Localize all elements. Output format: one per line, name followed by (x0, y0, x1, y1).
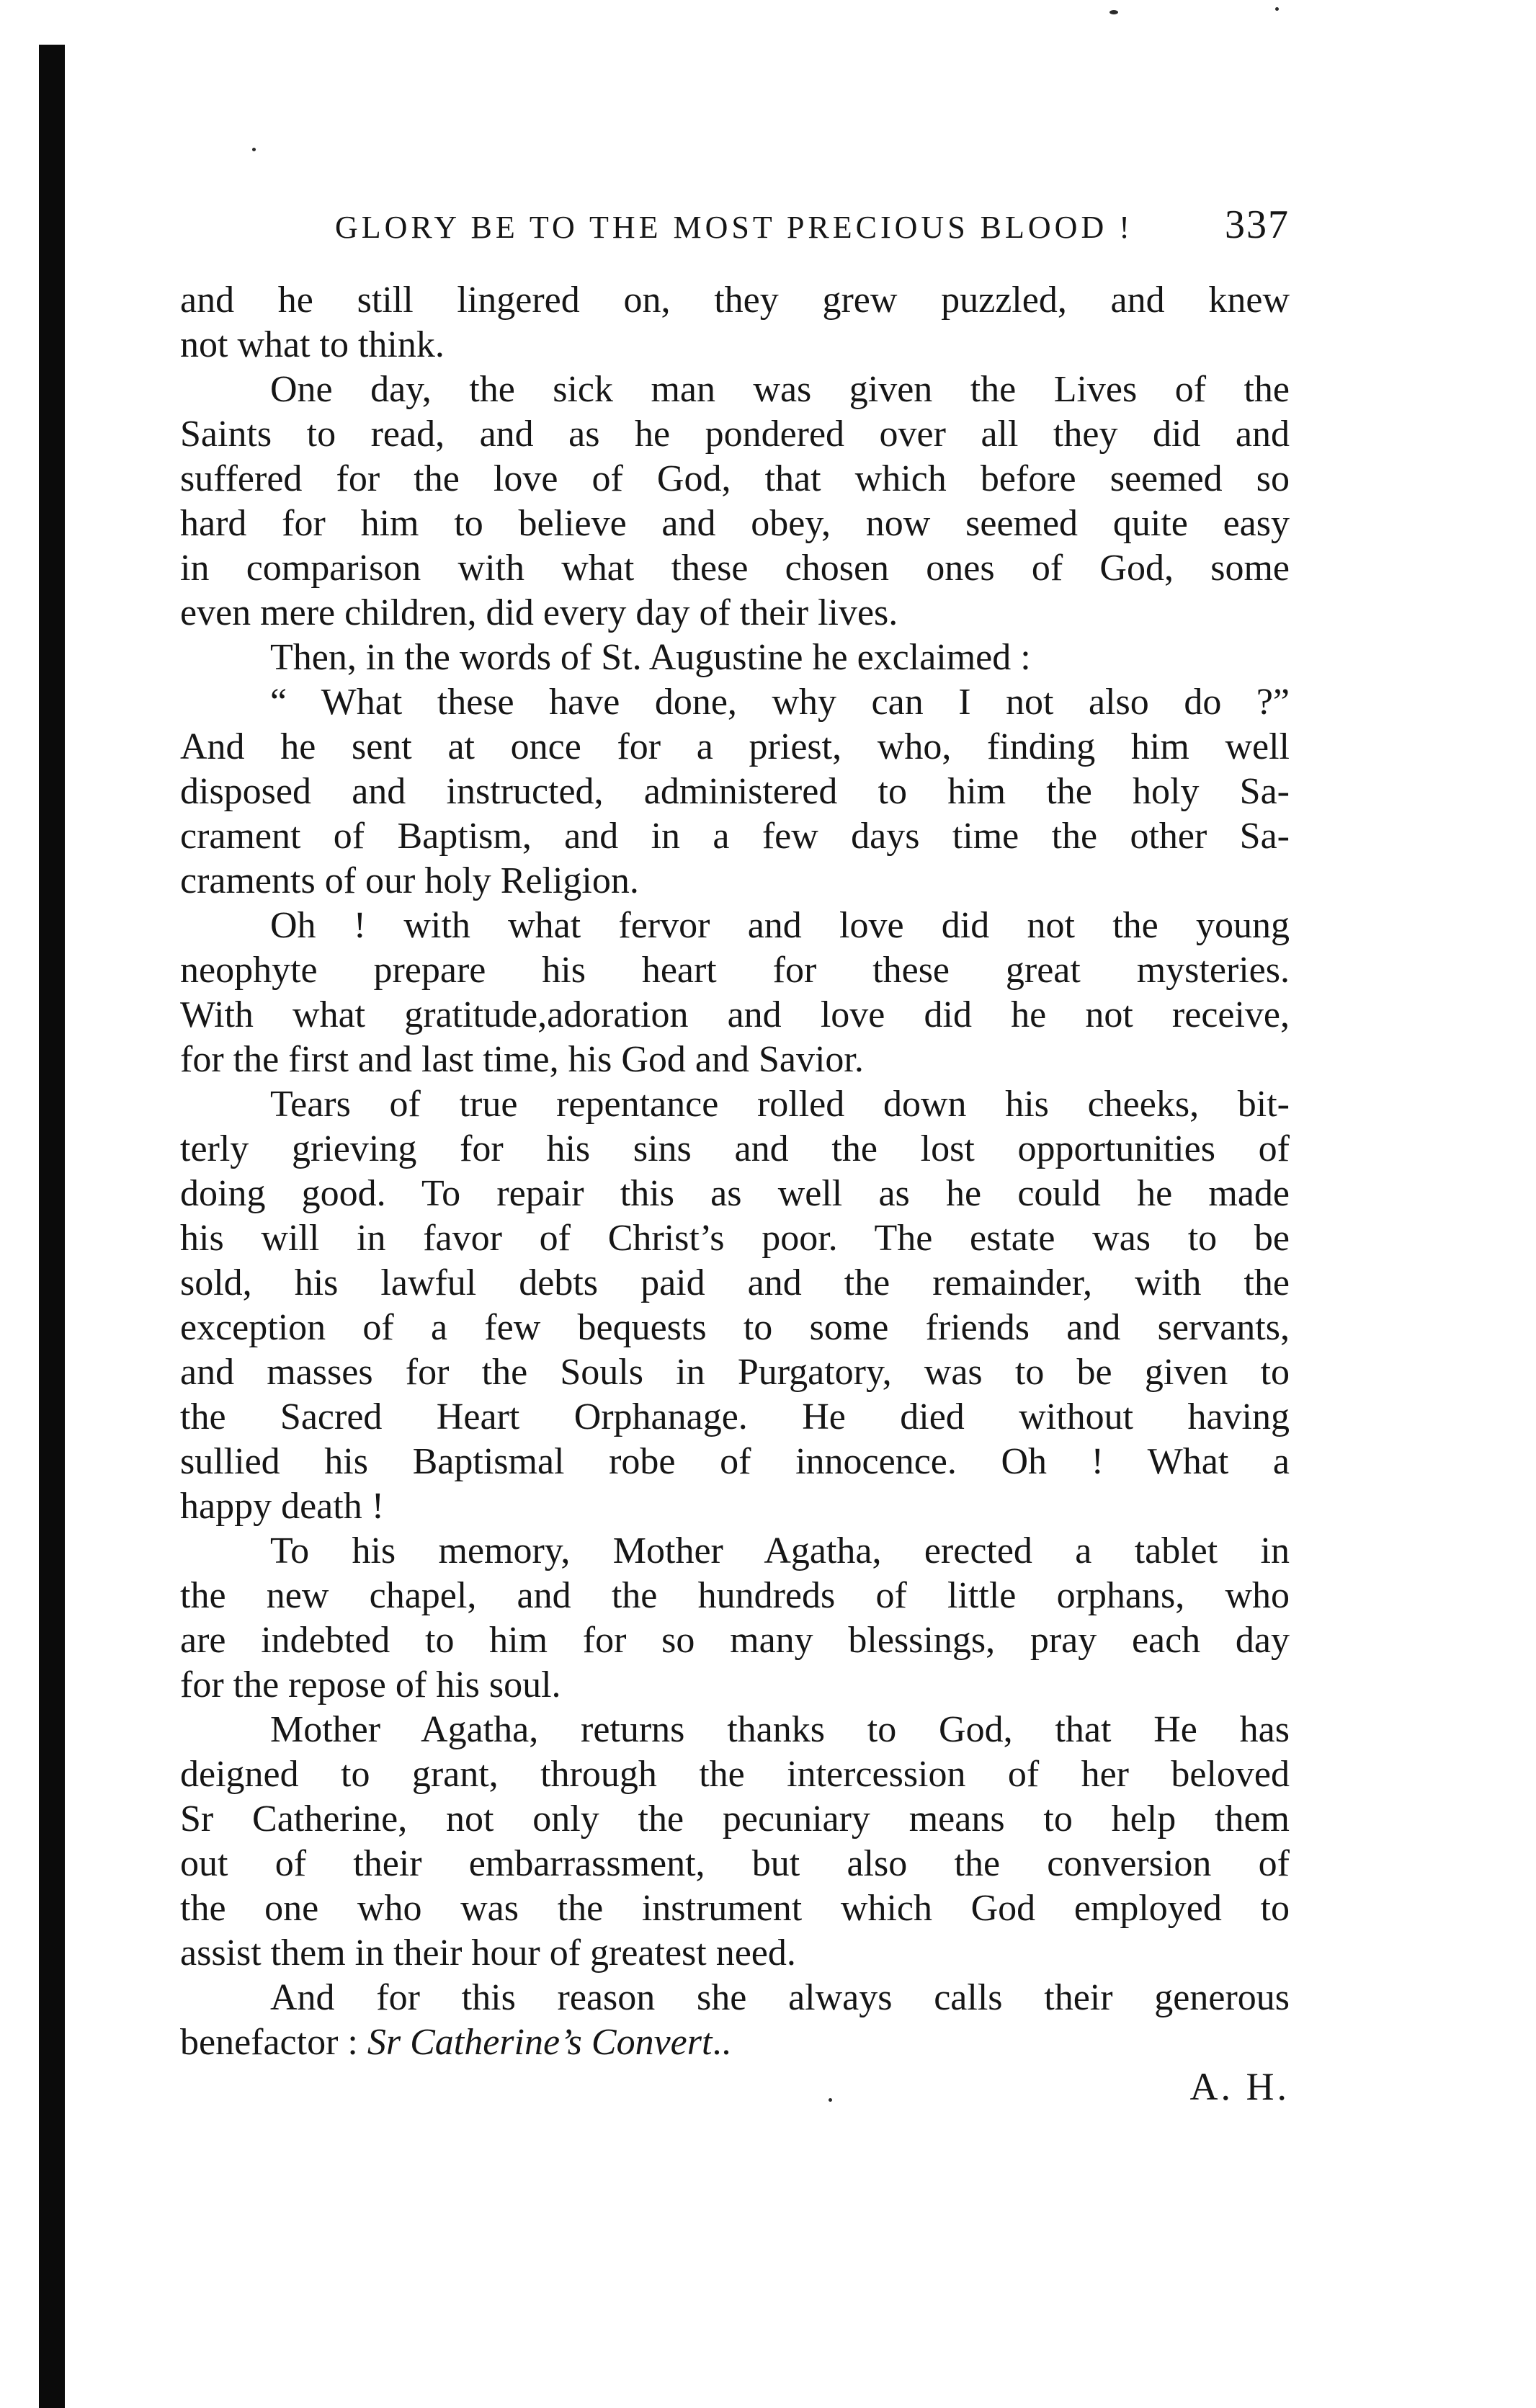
page-speck (1109, 10, 1118, 14)
text-line: happy death ! (180, 1486, 385, 1527)
closing-prefix: benefactor : (180, 2022, 367, 2063)
text-line: not what to think. (180, 324, 445, 365)
paragraph (180, 278, 1290, 367)
page-speck (1275, 7, 1279, 11)
text-line: assist them in their hour of greatest need. (180, 1932, 796, 1974)
text-line: in comparison with what these chosen ones of God, some (180, 548, 1290, 589)
text-line: hard for him to believe and obey, now seemed quite easy (180, 503, 1290, 544)
text-line: Then, in the words of St. Augustine he exclaimed : (270, 637, 1031, 678)
page-number: 337 (1225, 202, 1290, 247)
text-line: Oh ! with what fervor and love did not the young (270, 905, 1290, 946)
paragraph (180, 1529, 1290, 1708)
page-speck (252, 148, 256, 151)
text-line: suffered for the love of God, that which before seemed so (180, 458, 1290, 499)
closing-paragraph (180, 1976, 1290, 2065)
text-line: and masses for the Souls in Purgatory, was to be given to (180, 1352, 1290, 1393)
closing-suffix: .. (712, 2022, 731, 2063)
text-line: One day, the sick man was given the Lives of the (270, 369, 1290, 410)
text-line: the Sacred Heart Orphanage. He died without having (180, 1396, 1290, 1437)
text-line: With what gratitude,adoration and love did he not receive, (180, 994, 1290, 1035)
text-line: the one who was the instrument which God employed to (180, 1888, 1290, 1929)
text-line: terly grieving for his sins and the lost opportunities of (180, 1128, 1290, 1169)
text-line: and he still lingered on, they grew puzzled, and knew (180, 280, 1290, 321)
text-line: sold, his lawful debts paid and the remainder, with the (180, 1262, 1290, 1303)
text-line: the new chapel, and the hundreds of little orphans, who (180, 1575, 1290, 1616)
convert-title: Sr Catherine’s Convert (367, 2022, 713, 2063)
paragraph (180, 1708, 1290, 1976)
text-line: his will in favor of Christ’s poor. The estate was to be (180, 1218, 1290, 1259)
paragraph (180, 904, 1290, 1082)
text-line (180, 2020, 1290, 2065)
text-line: craments of our holy Religion. (180, 860, 639, 901)
text-line: exception of a few bequests to some friends and servants, (180, 1307, 1290, 1348)
body-text (180, 278, 1290, 2065)
text-line: for the repose of his soul. (180, 1664, 561, 1705)
text-line: Mother Agatha, returns thanks to God, that He has (270, 1709, 1290, 1750)
text-line: sullied his Baptismal robe of innocence. Oh ! What a (180, 1441, 1290, 1482)
text-line: doing good. To repair this as well as he could he made (180, 1173, 1290, 1214)
page-speck (829, 2098, 832, 2102)
text-line: deigned to grant, through the intercession of her beloved (180, 1754, 1290, 1795)
text-line: out of their embarrassment, but also the conversion of (180, 1843, 1290, 1884)
paragraph (180, 367, 1290, 636)
paragraph (180, 1082, 1290, 1529)
text-line: To his memory, Mother Agatha, erected a tablet in (270, 1530, 1290, 1571)
text-line: for the first and last time, his God and Savior. (180, 1039, 864, 1080)
paragraph (180, 680, 1290, 904)
text-line: “ What these have done, why can I not also do ?” (270, 682, 1290, 723)
text-line: crament of Baptism, and in a few days time the other Sa- (180, 816, 1290, 857)
binding-edge (39, 45, 65, 2408)
paragraph (180, 636, 1290, 680)
text-line: even mere children, did every day of their lives. (180, 592, 898, 633)
page-header (180, 200, 1290, 258)
author-signature: A. H. (1189, 2065, 1290, 2108)
text-line: neophyte prepare his heart for these great mysteries. (180, 950, 1290, 991)
text-line: are indebted to him for so many blessings, pray each day (180, 1620, 1290, 1661)
text-line: And he sent at once for a priest, who, finding him well (180, 726, 1290, 767)
text-line: And for this reason she always calls their generous (270, 1977, 1290, 2018)
text-line: Sr Catherine, not only the pecuniary means to help them (180, 1798, 1290, 1840)
running-title: GLORY BE TO THE MOST PRECIOUS BLOOD ! (335, 210, 1133, 245)
text-line: Saints to read, and as he pondered over all they did and (180, 414, 1290, 455)
text-line: Tears of true repentance rolled down his cheeks, bit- (270, 1084, 1290, 1125)
text-line: disposed and instructed, administered to him the holy Sa- (180, 771, 1290, 812)
